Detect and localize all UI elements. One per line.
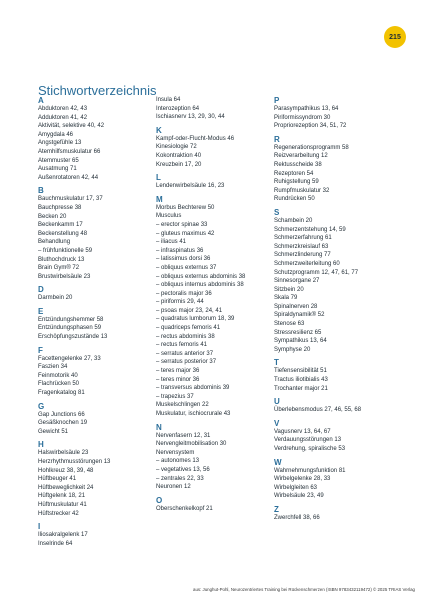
index-entry: – gluteus maximus 42 — [156, 230, 215, 237]
index-entry: Fragenkatalog 81 — [38, 390, 85, 397]
index-entry: Behandlung — [38, 239, 71, 246]
index-entry: Hüftstrecker 42 — [38, 510, 79, 517]
index-entry: Flachrücken 50 — [38, 381, 80, 388]
index-entry: Entzündungsphasen 59 — [38, 325, 102, 332]
index-entry: Faszien 34 — [38, 364, 68, 371]
index-entry: Entzündungshemmer 58 — [38, 316, 104, 323]
index-entry: Zwerchfell 38, 66 — [274, 514, 320, 521]
index-entry: Gesäßknochen 19 — [38, 420, 88, 427]
index-entry: Propriorezeption 34, 51, 72 — [274, 123, 347, 130]
index-entry: Schambein 20 — [274, 217, 313, 224]
index-entry: Brain Gym® 72 — [38, 265, 80, 272]
index-entry: Vagusnerv 13, 64, 67 — [274, 428, 331, 435]
index-entry: Gap Junctions 66 — [38, 411, 85, 418]
index-entry: Kampf-oder-Flucht-Modus 46 — [156, 135, 235, 142]
index-entry: Musculus — [156, 213, 182, 220]
index-entry: – teres major 36 — [156, 368, 200, 375]
index-entry: Symphyse 20 — [274, 346, 311, 353]
index-entry: – serratus posterior 37 — [156, 359, 217, 366]
index-entry: Sitzbein 20 — [274, 286, 304, 293]
index-entry: Brustwirbelsäule 23 — [38, 273, 91, 280]
index-entry: – latissimus dorsi 36 — [156, 256, 211, 263]
index-entry: Rezeptoren 54 — [274, 170, 314, 177]
index-entry: Aktivität, selektive 40, 42 — [38, 123, 105, 130]
index-section — [38, 440, 158, 518]
index-section — [274, 397, 414, 415]
index-letter-heading: M — [156, 194, 163, 204]
index-entry: Stressresilienz 65 — [274, 329, 322, 336]
index-entry: Becken 20 — [38, 213, 67, 220]
page-number-badge: 215 — [384, 26, 406, 48]
index-entry: – infraspinatus 36 — [156, 247, 204, 254]
index-letter-heading: A — [38, 96, 44, 105]
index-entry: Tiefensensibilität 51 — [274, 368, 327, 375]
index-entry: Spiraldynamik® 52 — [274, 312, 325, 319]
index-entry: – piriformis 29, 44 — [156, 299, 204, 306]
index-letter-heading: S — [274, 207, 280, 217]
index-entry: Adduktoren 41, 42 — [38, 114, 88, 121]
index-column-1 — [38, 96, 158, 548]
index-section — [156, 496, 276, 514]
index-entry: Rundrücken 50 — [274, 196, 315, 203]
index-entry: Wirbelsäule 23, 49 — [274, 493, 324, 500]
index-entry: Darmbein 20 — [38, 295, 73, 302]
index-letter-heading: D — [38, 285, 44, 295]
index-entry: Oberschenkelkopf 21 — [156, 505, 213, 512]
index-entry: – obliquus externus abdominis 38 — [156, 273, 246, 280]
index-section — [156, 423, 276, 492]
index-entry: Nervensystem — [156, 449, 195, 456]
index-entry: Facettengelenke 27, 33 — [38, 355, 101, 362]
index-letter-heading: R — [274, 134, 280, 144]
index-entry: Kinesiologie 72 — [156, 144, 197, 151]
index-entry: Tractus iliotibialis 43 — [274, 377, 328, 384]
footer-source-note: aus: Junghut-Pohl, Neurozentriertes Training bei Rückenschmerzen (ISBN 9783432119472) © 2025 TRIAS Verlag — [193, 587, 415, 592]
index-letter-heading: G — [38, 401, 45, 411]
index-letter-heading: N — [156, 422, 162, 432]
index-entry: – autonomes 13 — [156, 458, 200, 465]
index-entry: Interozeption 64 — [156, 105, 200, 112]
index-entry: Muskulatur, ischiocrurale 43 — [156, 411, 231, 417]
index-entry: Regenerationsprogramm 58 — [274, 144, 349, 151]
index-entry: Überlebensmodus 27, 46, 55, 68 — [274, 407, 362, 414]
index-entry: – rectus abdominis 38 — [156, 333, 215, 340]
index-entry: Amygdala 46 — [38, 131, 74, 138]
index-entry: Hüftbeweglichkeit 24 — [38, 484, 94, 491]
index-section — [156, 96, 276, 122]
index-letter-heading: K — [156, 125, 162, 135]
index-letter-heading: O — [156, 495, 163, 505]
index-entry: Halswirbelsäule 23 — [38, 450, 89, 457]
index-entry: Hüftgelenk 18, 21 — [38, 493, 86, 500]
index-letter-heading: F — [38, 345, 43, 355]
index-letter-heading: W — [274, 457, 282, 467]
index-entry: Schmerzentstehung 14, 59 — [274, 226, 346, 233]
index-entry: Beckenkamm 17 — [38, 222, 83, 229]
index-entry: Hüftmuskulatur 41 — [38, 501, 87, 508]
index-entry: Angstgefühle 13 — [38, 140, 82, 147]
index-entry: Reizverarbeitung 12 — [274, 153, 328, 160]
index-entry: Trochanter major 21 — [274, 385, 328, 392]
index-entry: Iliosakralgelenk 17 — [38, 532, 88, 539]
index-entry: – frühfunktionelle 59 — [38, 247, 93, 254]
index-column-3 — [274, 96, 414, 523]
index-section — [156, 173, 276, 191]
index-entry: – trapezius 37 — [156, 393, 194, 400]
index-entry: Kreuzbein 17, 20 — [156, 161, 202, 168]
index-letter-heading: V — [274, 418, 280, 428]
index-entry: Lendenwirbelsäule 16, 23 — [156, 183, 225, 190]
index-entry: Ischiasnerv 13, 29, 30, 44 — [156, 114, 225, 121]
index-entry: Abduktoren 42, 43 — [38, 106, 88, 112]
index-entry: Ausatmung 71 — [38, 166, 77, 173]
index-entry: Piriformissyndrom 30 — [274, 114, 331, 121]
index-entry: Wahrnehmungsfunktion 81 — [274, 467, 346, 474]
index-section — [38, 307, 158, 342]
index-entry: Hüftbeuger 41 — [38, 476, 77, 483]
index-section — [38, 402, 158, 437]
index-entry: Herzrhythmusstörungen 13 — [38, 459, 111, 465]
index-section — [274, 96, 414, 131]
index-section — [274, 135, 414, 204]
index-entry: Gewicht 51 — [38, 428, 69, 435]
index-section — [156, 126, 276, 169]
index-entry: – obliquus internus abdominis 38 — [156, 282, 244, 289]
index-letter-heading: I — [38, 522, 41, 532]
index-entry: Stenose 63 — [274, 321, 305, 328]
index-entry: Ruhigstellung 59 — [274, 179, 319, 186]
index-section — [274, 458, 414, 501]
index-entry: Muskelschlingen 22 — [156, 402, 209, 409]
index-letter-heading: P — [274, 96, 280, 105]
index-entry: – obliquus externus 37 — [156, 264, 217, 271]
index-entry: Nervenfasern 12, 31 — [156, 432, 211, 439]
index-entry: Wirbelgelenke 28, 33 — [274, 476, 331, 483]
index-entry: Verdrehung, spiralische 53 — [274, 446, 346, 452]
index-entry: Rumpfmuskulatur 32 — [274, 187, 330, 194]
index-section — [274, 358, 414, 393]
index-section — [38, 522, 158, 548]
index-letter-heading: Z — [274, 504, 279, 514]
index-letter-heading: E — [38, 306, 44, 316]
index-entry: – quadriceps femoris 41 — [156, 325, 221, 332]
index-entry: – quadratus lumborum 18, 39 — [156, 316, 235, 323]
index-entry: Schmerzerfahrung 61 — [274, 235, 332, 242]
index-entry: Nervengleitmobilisation 30 — [156, 441, 227, 448]
index-letter-heading: H — [38, 440, 44, 450]
index-letter-heading: L — [156, 173, 161, 183]
index-entry: Inselrinde 64 — [38, 540, 73, 547]
index-entry: Feinmotorik 40 — [38, 372, 78, 379]
index-entry: Schutzprogramm 12, 47, 61, 77 — [274, 269, 359, 276]
index-entry: Schmerzkreislauf 63 — [274, 243, 329, 250]
index-entry: Morbus Bechterew 50 — [156, 204, 215, 211]
index-entry: Sympathikus 13, 64 — [274, 338, 327, 345]
index-entry: Beckenstellung 48 — [38, 230, 88, 237]
index-letter-heading: B — [38, 186, 44, 196]
index-entry: – vegetatives 13, 56 — [156, 466, 210, 473]
index-entry: – pectoralis major 36 — [156, 290, 212, 297]
index-entry: Skala 79 — [274, 295, 298, 302]
index-section — [38, 285, 158, 303]
index-entry: Hohlkreuz 38, 39, 48 — [38, 467, 94, 474]
index-entry: Bauchmuskulatur 17, 37 — [38, 196, 103, 203]
index-entry: Bluthochdruck 13 — [38, 256, 85, 263]
index-entry: Atemmuster 65 — [38, 157, 79, 164]
index-entry: Erschöpfungszustände 13 — [38, 334, 108, 341]
index-entry: Kokontraktion 40 — [156, 152, 202, 159]
index-entry: Schmerzlinderung 77 — [274, 252, 331, 259]
index-entry: – zentrales 22, 33 — [156, 475, 204, 482]
index-column-2 — [156, 96, 276, 513]
index-entry: – teres minor 36 — [156, 376, 200, 383]
index-section — [274, 505, 414, 523]
index-section — [38, 346, 158, 398]
page-title: Stichwortverzeichnis — [38, 82, 157, 98]
index-entry: Insula 64 — [156, 97, 181, 103]
index-entry: Schmerzweiterleitung 60 — [274, 260, 340, 267]
index-entry: Neuronen 12 — [156, 484, 191, 491]
index-entry: Spinalnerven 28 — [274, 303, 318, 310]
index-entry: – rectus femoris 41 — [156, 342, 208, 349]
index-entry: Bauchpresse 38 — [38, 204, 82, 211]
index-section — [156, 195, 276, 419]
index-entry: Atemhilfsmuskulatur 66 — [38, 148, 101, 155]
index-entry: – psoas major 23, 24, 41 — [156, 307, 223, 314]
index-entry: – erector spinae 33 — [156, 221, 208, 228]
index-entry: – transversus abdominis 39 — [156, 385, 230, 392]
index-entry: Außenrotatoren 42, 44 — [38, 174, 99, 181]
index-entry: Sinnesorgane 27 — [274, 278, 320, 285]
index-entry: – serratus anterior 37 — [156, 350, 214, 357]
index-section — [38, 96, 158, 182]
index-letter-heading: U — [274, 397, 280, 407]
index-entry: Rektusscheide 38 — [274, 161, 322, 168]
index-section — [274, 208, 414, 355]
index-entry: Parasympathikus 13, 64 — [274, 106, 339, 112]
index-section — [38, 186, 158, 281]
index-entry: Wirbelgleiten 63 — [274, 484, 318, 491]
index-entry: Verdauungsstörungen 13 — [274, 437, 342, 444]
index-entry: – iliacus 41 — [156, 239, 187, 246]
index-section — [274, 419, 414, 454]
index-letter-heading: T — [274, 358, 279, 368]
